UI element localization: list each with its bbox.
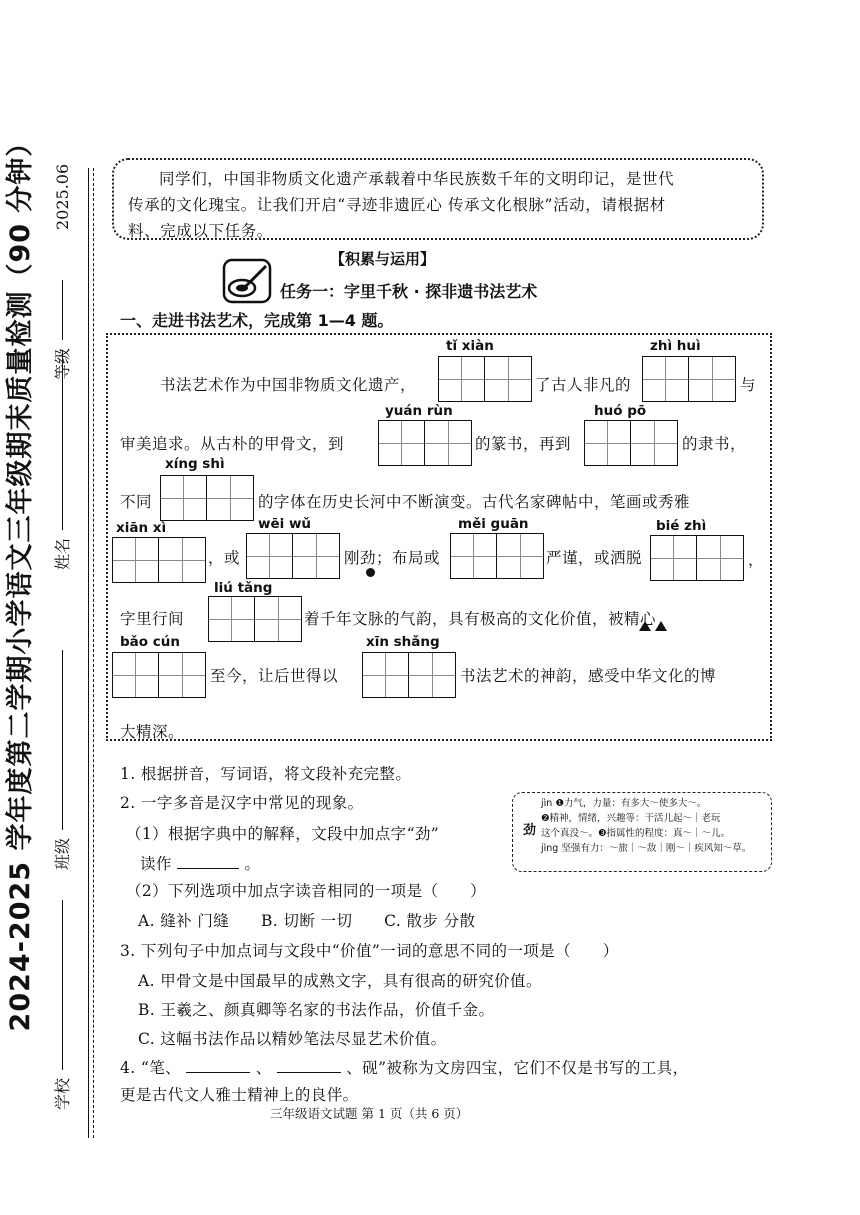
dictionary-box bbox=[512, 792, 772, 872]
question-4 bbox=[120, 1056, 689, 1078]
dictionary-char: 劲 bbox=[523, 823, 537, 838]
pinyin-10: liú tǎng bbox=[214, 580, 273, 596]
question-1: 1. 根据拼音，写词语，将文段补充完整。 bbox=[120, 765, 412, 783]
answer-grid-1[interactable] bbox=[438, 356, 532, 402]
dictionary-line: jìn ❶力气，力量：有多大～使多大～。 bbox=[541, 798, 707, 809]
ink-brush-icon bbox=[222, 258, 272, 304]
answer-grid-6[interactable] bbox=[112, 537, 206, 583]
answer-grid-8[interactable] bbox=[450, 533, 544, 579]
pinyin-7: wēi wǔ bbox=[258, 516, 312, 532]
passage-text: 着千年文脉的气韵，具有极高的文化价值，被精心 bbox=[304, 610, 657, 628]
question-2-options[interactable]: A. 缝补 门缝 B. 切断 一切 C. 散步 分散 bbox=[138, 912, 476, 930]
question-3: 3. 下列句子中加点词与文段中“价值”一词的意思不同的一项是（ ） bbox=[120, 942, 619, 960]
pinyin-4: huó pō bbox=[594, 403, 647, 419]
passage-text: 了古人非凡的 bbox=[535, 376, 632, 394]
period: 。 bbox=[244, 855, 261, 873]
passage-text: ， bbox=[748, 551, 765, 569]
pinyin-6: xiān xì bbox=[116, 520, 167, 536]
answer-grid-2[interactable] bbox=[642, 356, 736, 402]
question-2-2: （2）下列选项中加点字读音相同的一项是（ ） bbox=[126, 882, 487, 900]
binding-line bbox=[88, 168, 89, 1138]
dictionary-line: ❷精神，情绪，兴趣等：干活儿起～｜老玩 bbox=[541, 813, 721, 824]
question-4-continued: 更是古代文人雅士精神上的良伴。 bbox=[120, 1086, 359, 1104]
passage-text: 大精深。 bbox=[120, 723, 185, 741]
section-heading: 【积累与运用】 bbox=[330, 250, 436, 268]
passage-text: ，或 bbox=[208, 549, 241, 567]
pinyin-2: zhì huì bbox=[650, 338, 701, 354]
class-label: 班级 bbox=[53, 837, 72, 870]
school-label: 学校 bbox=[53, 1077, 72, 1110]
dictionary-line: jìng 坚强有力：～旅｜～敌｜刚～｜疾风知～草。 bbox=[541, 843, 752, 854]
answer-grid-4[interactable] bbox=[584, 420, 678, 466]
binding-dashed-line bbox=[93, 168, 94, 1138]
emphasis-triangle bbox=[655, 621, 667, 631]
answer-grid-9[interactable] bbox=[650, 535, 744, 581]
pinyin-12: xīn shǎng bbox=[366, 634, 440, 650]
pronunciation-blank[interactable] bbox=[177, 854, 239, 869]
page-footer: 三年级语文试题 第 1 页（共 6 页） bbox=[270, 1106, 469, 1121]
q4-blank-2[interactable] bbox=[277, 1058, 341, 1073]
passage-text: 的隶书， bbox=[682, 435, 747, 453]
intro-line-3: 料、完成以下任务。 bbox=[128, 222, 273, 240]
answer-grid-3[interactable] bbox=[378, 420, 472, 466]
question-3-option-c[interactable]: C. 这幅书法作品以精妙笔法尽显艺术价值。 bbox=[138, 1030, 447, 1048]
question-3-option-b[interactable]: B. 王羲之、颜真卿等名家的书法作品，价值千金。 bbox=[138, 1001, 495, 1019]
name-label: 姓名 bbox=[53, 537, 72, 570]
passage-text: 刚劲；布局或 bbox=[344, 549, 441, 567]
exam-date: 2025.06 bbox=[53, 163, 72, 230]
answer-grid-12[interactable] bbox=[362, 652, 456, 698]
question-2-1: （1）根据字典中的解释，文段中加点字“劲” bbox=[126, 825, 440, 843]
passage-text: 不同 bbox=[120, 493, 153, 511]
passage-text: 书法艺术的神韵，感受中华文化的博 bbox=[460, 667, 717, 685]
answer-grid-11[interactable] bbox=[112, 652, 206, 698]
passage-text: 严谨，或洒脱 bbox=[546, 549, 643, 567]
passage-text: 字里行间 bbox=[120, 610, 185, 628]
task-title: 任务一：字里千秋 · 探非遗书法艺术 bbox=[280, 282, 538, 301]
answer-grid-7[interactable] bbox=[246, 533, 340, 579]
passage-text: 的字体在历史长河中不断演变。古代名家碑帖中，笔画或秀雅 bbox=[258, 493, 691, 511]
pinyin-8: měi guān bbox=[458, 516, 529, 532]
question-2-1-read bbox=[140, 852, 260, 874]
intro-line-2: 传承的文化瑰宝。让我们开启“寻迹非遗匠心 传承文化根脉”活动，请根据材 bbox=[128, 196, 666, 214]
question-3-option-a[interactable]: A. 甲骨文是中国最早的成熟文字，具有很高的研究价值。 bbox=[138, 972, 542, 990]
passage-text: 审美追求。从古朴的甲骨文，到 bbox=[120, 435, 345, 453]
q4-blank-1[interactable] bbox=[186, 1058, 250, 1073]
student-info-strip bbox=[48, 150, 78, 1110]
q4-text: 4. “笔、 bbox=[120, 1059, 182, 1077]
intro-line-1: 同学们，中国非物质文化遗产承载着中华民族数千年的文明印记，是世代 bbox=[159, 170, 675, 188]
question-2: 2. 一字多音是汉字中常见的现象。 bbox=[120, 794, 364, 812]
grade-label: 等级 bbox=[53, 347, 72, 380]
answer-grid-10[interactable] bbox=[208, 596, 302, 642]
exam-title: 2024-2025 学年度第二学期小学语文三年级期末质量检测（90 分钟） bbox=[5, 128, 36, 1032]
emphasis-triangle bbox=[639, 621, 651, 631]
passage-text: 与 bbox=[740, 376, 757, 394]
passage-text: 的篆书，再到 bbox=[475, 435, 572, 453]
passage-text: 至今，让后世得以 bbox=[210, 667, 339, 685]
pinyin-5: xíng shì bbox=[165, 456, 225, 472]
read-as-label: 读作 bbox=[140, 855, 172, 873]
q4-text: 、 bbox=[255, 1059, 272, 1077]
question-heading: 一、走进书法艺术，完成第 1—4 题。 bbox=[120, 311, 394, 330]
passage-text: 书法艺术作为中国非物质文化遗产， bbox=[160, 376, 417, 394]
pinyin-3: yuán rùn bbox=[385, 403, 453, 419]
pinyin-11: bǎo cún bbox=[120, 634, 180, 650]
q4-text: 、砚”被称为文房四宝，它们不仅是书写的工具， bbox=[346, 1059, 689, 1077]
intro-box bbox=[112, 158, 764, 240]
answer-grid-5[interactable] bbox=[160, 475, 254, 521]
pinyin-9: bié zhì bbox=[656, 518, 707, 534]
emphasis-dot bbox=[366, 568, 375, 577]
pinyin-1: tǐ xiàn bbox=[446, 338, 494, 354]
dictionary-line: 这个真没～。❸指属性的程度：真～｜～儿。 bbox=[541, 828, 731, 839]
